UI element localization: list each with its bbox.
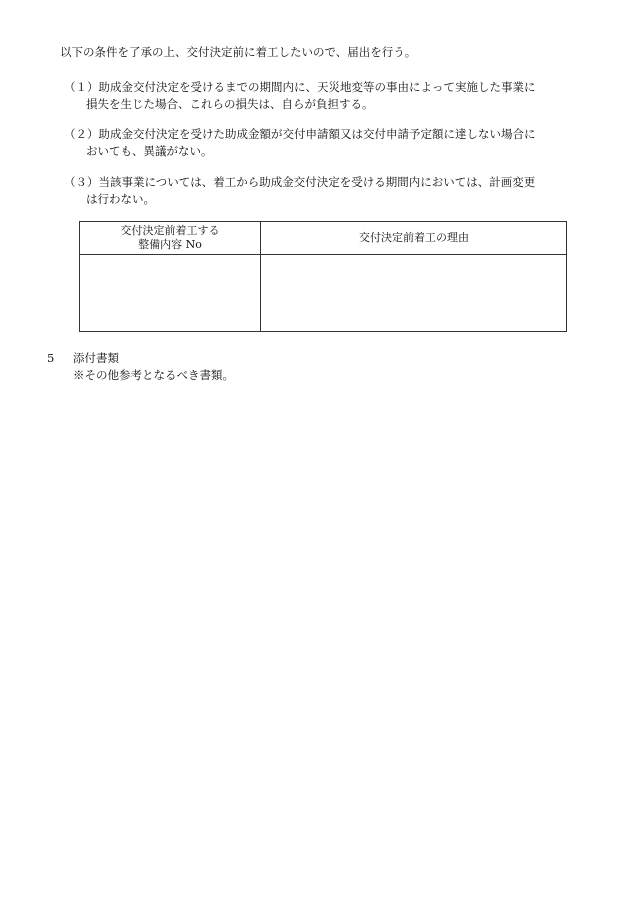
attachments-section-title: 添付書類 [73,351,119,365]
condition-3 [64,174,584,208]
pre-approval-work-table [79,221,567,332]
condition-2-line-2: おいても、異議がない。 [86,144,213,158]
attachments-heading [47,350,119,367]
condition-1 [64,79,584,113]
condition-3-line-2: は行わない。 [86,192,155,206]
condition-1-line-1: （１）助成金交付決定を受けるまでの期間内に、天災地変等の事由によって実施した事業に [64,80,536,94]
table-cell-reason[interactable] [261,255,567,332]
table-cell-work-item-no[interactable] [80,255,260,332]
attachments-section-number: 5 [47,351,55,365]
intro-text: 以下の条件を了承の上、交付決定前に着工したいので、届出を行う。 [60,45,417,59]
table-header-work-item-no [80,222,260,254]
condition-3-line-1: （３）当該事業については、着工から助成金交付決定を受ける期間内においては、計画変更 [64,175,536,189]
condition-1-line-2: 損失を生じた場合、これらの損失は、自らが負担する。 [86,97,374,111]
table-header-work-item-no-line-1: 交付決定前着工する [120,224,220,237]
table-header-reason: 交付決定前着工の理由 [359,231,469,244]
table-header-work-item-no-line-2: 整備内容 No [138,238,202,251]
condition-2-line-1: （２）助成金交付決定を受けた助成金額が交付申請額又は交付申請予定額に達しない場合に [64,127,536,141]
condition-2 [64,126,584,160]
attachments-note: ※その他参考となるべき書類。 [73,368,234,382]
